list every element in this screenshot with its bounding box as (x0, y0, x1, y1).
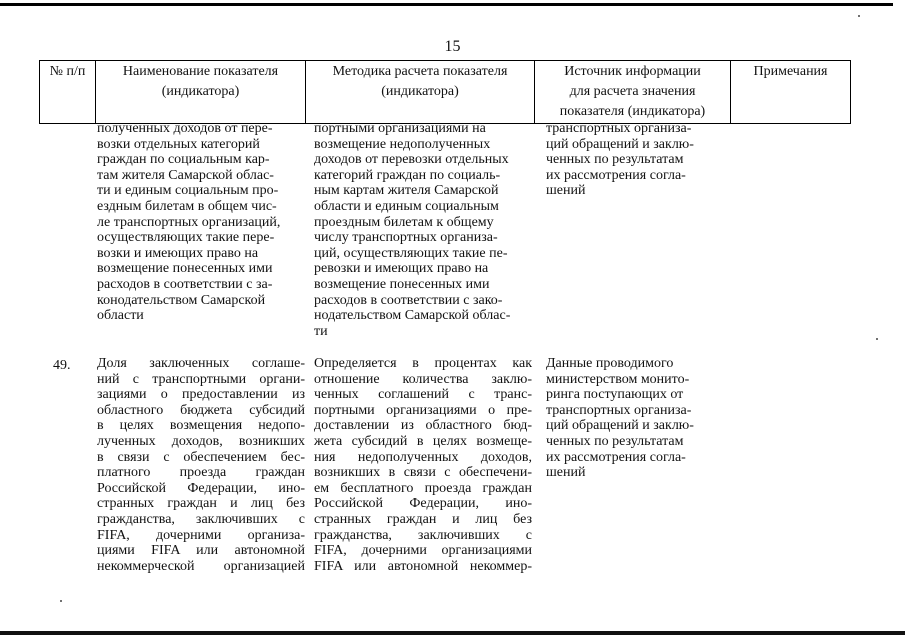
scan-speck (60, 600, 62, 602)
top-border-rule (0, 3, 893, 6)
row-continued-indicator-name: полученных доходов от пере- возки отдельных категорий граждан по социальным кар- там жителя Самарской облас- ти и единым социальным про- ездным билетам в общем чис- ле транспортных организаций, осуществляющих такие пере- возки и имеющих право на возмещение понесенных ими расходов в соответствии с за- конодательством Самарской области (97, 121, 281, 324)
row-continued-calculation-method: портными организациями на возмещение недополученных доходов от перевозки отдельных категорий граждан по социаль- ным картам жителя Самарской области и единым социальным проездным билетам к общему числу транспортных организа- ций, осуществляющих такие пе- ревозки и имеющих право на возмещение понесенных ими расходов в соответствии с зако- нодательством Самарской облас- ти (314, 121, 511, 339)
bottom-border-rule (0, 631, 905, 635)
page-number: 15 (444, 38, 461, 55)
header-indicator-name: Наименование показателя (индикатора) (96, 61, 306, 124)
row-continued-information-source: транспортных организа- ций обращений и заклю- ченных по результатам их рассмотрения согла- шений (546, 121, 694, 199)
row-49-indicator-name: Доля заключенных соглаше- ний с транспортными органи- зациями о предоставлении из областного бюджета субсидий в целях возмещения недопо- лученных доходов, возникших в связи с обеспечением бес- платного проезда граждан Российской Федерации, ино- странных граждан и лиц без гражданства, заключивших с FIFA, дочерними организа- циями FIFA или автономной некоммерческой организацией (97, 356, 305, 574)
table-header (39, 60, 851, 124)
header-calculation-method: Методика расчета показателя (индикатора) (306, 61, 535, 124)
row-49-number: 49. (53, 358, 71, 373)
scan-speck (858, 15, 860, 17)
header-notes: Примечания (731, 61, 851, 124)
row-49-calculation-method: Определяется в процентах как отношение количества заклю- ченных соглашений с транс- портными организациями о пре- доставлении из областного бюд- жета субсидий в целях возмеще- ния недополученных доходов, возникших в связи с обеспечени- ем бесплатного проезда граждан Российской Федерации, ино- странных граждан и лиц без гражданства, заключивших с FIFA, дочерними организациями FIFA или автономной некоммер- (314, 356, 532, 574)
header-number-column: № п/п (40, 61, 96, 124)
row-49-information-source: Данные проводимого министерством монито- ринга поступающих от транспортных организа- ций обращений и заклю- ченных по результатам их рассмотрения согла- шений (546, 356, 694, 481)
header-information-source: Источник информации для расчета значения показателя (индикатора) (535, 61, 731, 124)
scan-speck (876, 338, 878, 340)
